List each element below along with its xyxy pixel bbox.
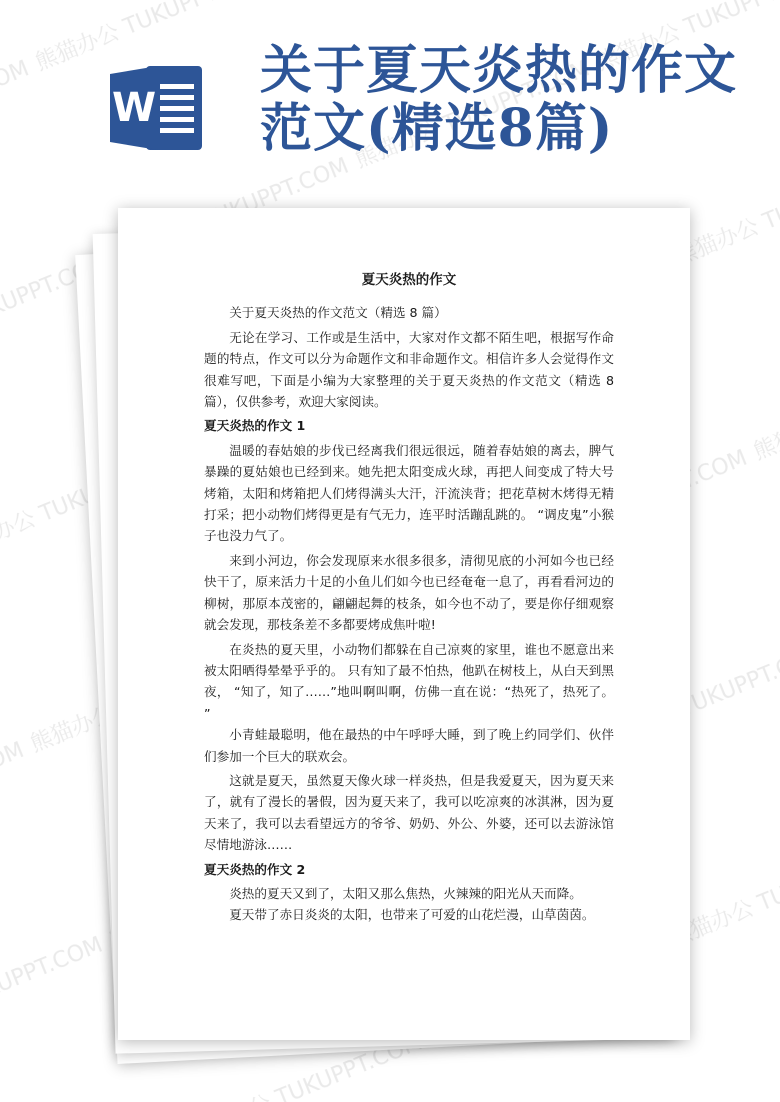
- essay-paragraph: 小青蛙最聪明，他在最热的中午呼呼大睡，到了晚上约同学们、伙伴们参加一个巨大的联欢会。: [204, 727, 614, 764]
- essay-paragraph: 在炎热的夏天里，小动物们都躲在自己凉爽的家里，谁也不愿意出来被太阳晒得晕晕乎乎的。 只有知了最不怕热，他趴在树枝上，从白天到黑夜， “知了，知了……”地叫啊叫啊，仿佛一直在说：“热死了，热死了。 ”: [204, 641, 614, 721]
- essay-paragraph: 夏天带了赤日炎炎的太阳，也带来了可爱的山花烂漫，山草茵茵。: [229, 907, 595, 923]
- intro-paragraph: 关于夏天炎热的作文范文（精选 8 篇）: [229, 305, 447, 321]
- essay-heading: 夏天炎热的作文 2: [204, 861, 306, 877]
- intro-paragraph: 无论在学习、工作或是生活中，大家对作文都不陌生吧，根据写作命题的特点，作文可以分为命题作文和非命题作文。相信许多人会觉得作文很难写吧，下面是小编为大家整理的关于夏天炎热的作文范文（精选 8 篇），仅供参考，欢迎大家阅读。: [204, 329, 614, 410]
- svg-text:W: W: [111, 85, 157, 131]
- essay-heading: 夏天炎热的作文 1: [204, 418, 306, 434]
- document-page: [118, 208, 690, 1040]
- banner-title: 关于夏天炎热的作文范文(精选8篇): [260, 40, 738, 159]
- essay-paragraph: 炎热的夏天又到了，太阳又那么焦热，火辣辣的阳光从天而降。: [229, 885, 582, 901]
- essay-paragraph: 这就是夏天，虽然夏天像火球一样炎热，但是我爱夏天，因为夏天来了，就有了漫长的暑假，因为夏天来了，我可以吃凉爽的冰淇淋，因为夏天来了，我可以去看望远方的爷爷、奶奶、外公、外婆，还可以去游泳馆尽情地游泳……: [204, 772, 614, 853]
- word-icon: [108, 58, 208, 158]
- essay-paragraph: 温暖的春姑娘的步伐已经离我们很远很远，随着春姑娘的离去，脾气暴躁的夏姑娘也已经到来。她先把太阳变成火球，再把人间变成了特大号烤箱，太阳和烤箱把人们烤得满头大汗，汗流浃背；把花草树木烤得无精打采；把小动物们烤得更是有气无力，连平时活蹦乱跳的。 “调皮鬼”小猴子也没力气了。: [204, 442, 614, 544]
- document-body: [204, 270, 614, 929]
- essay-paragraph: 来到小河边，你会发现原来水很多很多，清彻见底的小河如今也已经快干了，原来活力十足的小鱼儿们如今也已经奄奄一息了，再看看河边的柳树，那原本茂密的，翩翩起舞的枝条，如今也不动了，要是你仔细观察就会发现，那枝条差不多都要烤成焦叶啦!: [204, 552, 614, 633]
- document-title: 夏天炎热的作文: [361, 272, 457, 288]
